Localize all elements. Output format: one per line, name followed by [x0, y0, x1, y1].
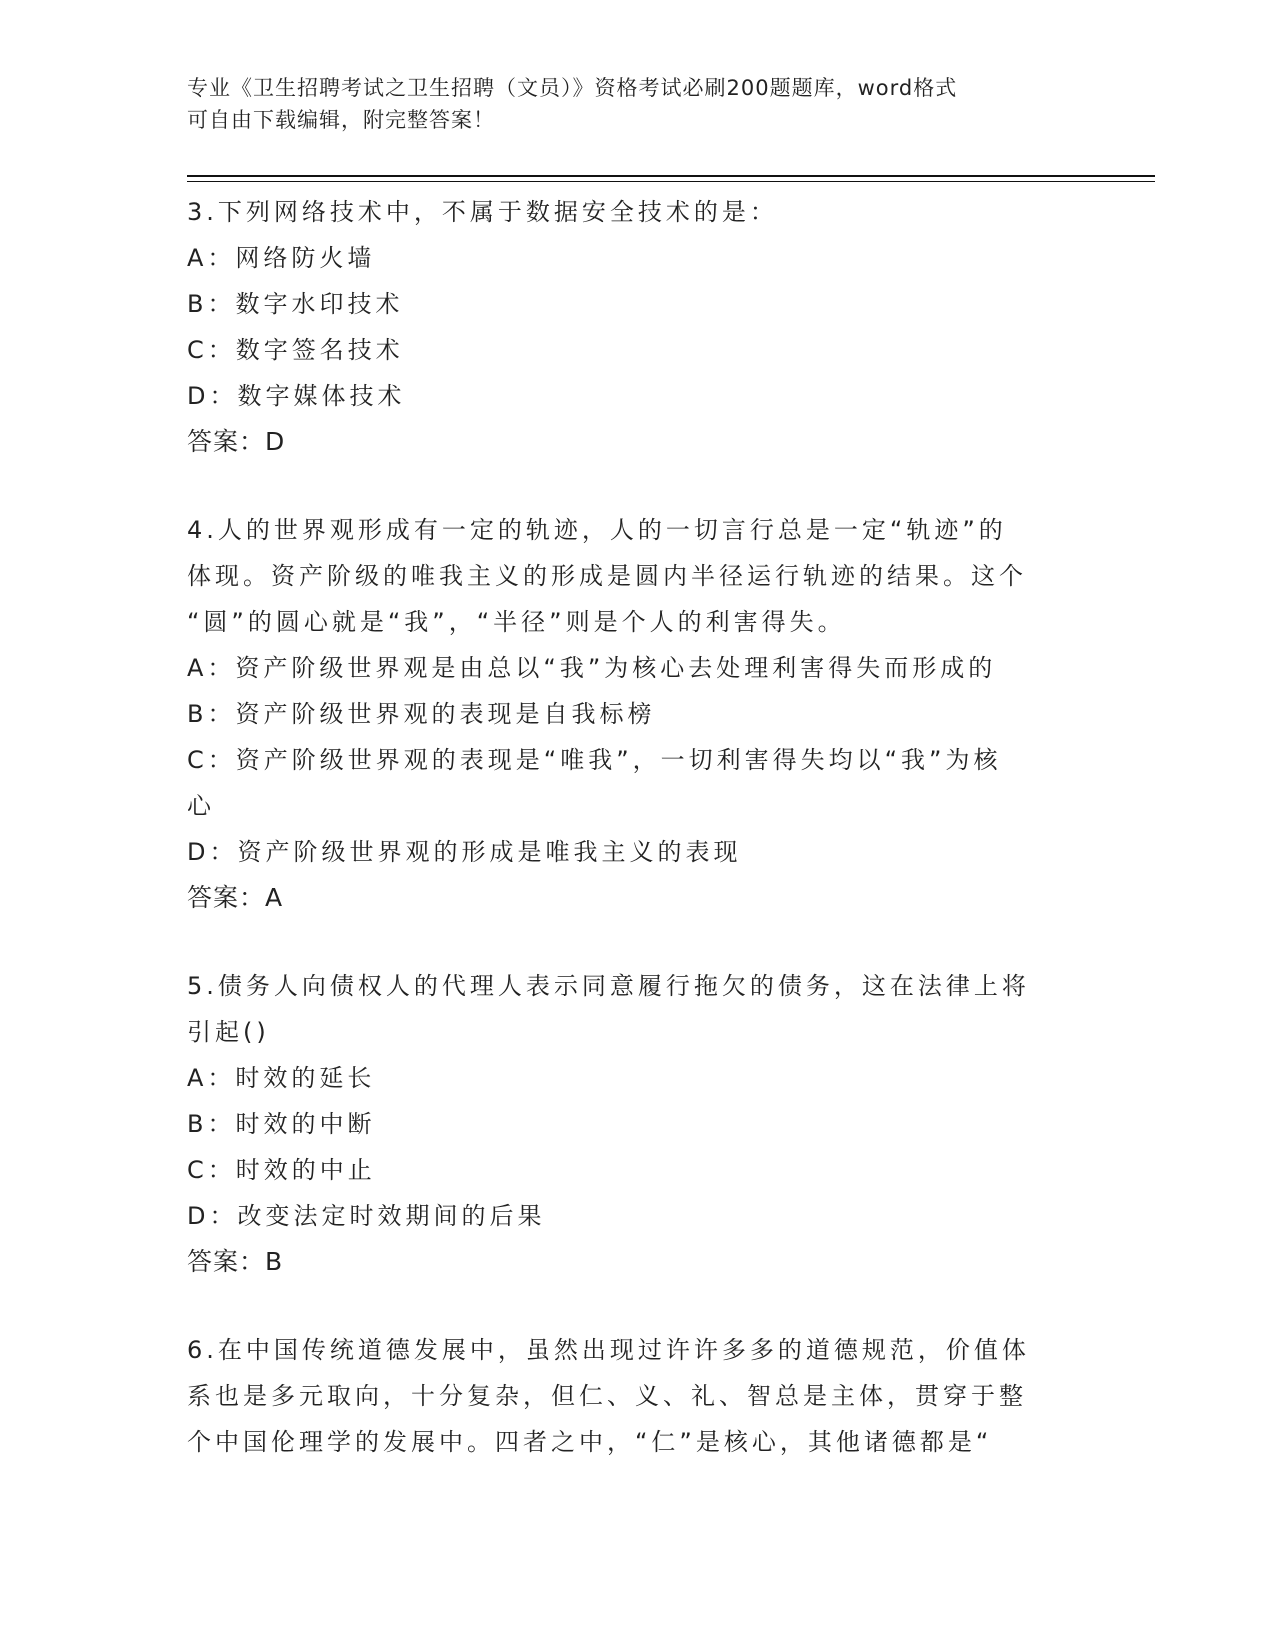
option-d: D：改变法定时效期间的后果 — [187, 1202, 546, 1230]
question-4 — [187, 507, 1087, 921]
question-stem: 系也是多元取向，十分复杂，但仁、义、礼、智总是主体，贯穿于整 — [187, 1382, 1027, 1410]
question-5 — [187, 963, 1087, 1285]
question-list — [187, 189, 1087, 1465]
question-stem: 6.在中国传统道德发展中，虽然出现过许许多多的道德规范，价值体 — [187, 1336, 1030, 1364]
header-divider-thick — [187, 175, 1155, 177]
option-c: C：时效的中止 — [187, 1156, 376, 1184]
answer-label: 答案：A — [187, 883, 284, 912]
document-header — [187, 72, 1067, 136]
option-b: B：时效的中断 — [187, 1110, 376, 1138]
question-stem: 个中国伦理学的发展中。四者之中，“仁”是核心，其他诸德都是“ — [187, 1428, 993, 1456]
question-stem: “圆”的圆心就是“我”，“半径”则是个人的利害得失。 — [187, 608, 846, 636]
option-a: A：网络防火墙 — [187, 244, 376, 272]
option-c: C：资产阶级世界观的表现是“唯我”，一切利害得失均以“我”为核 — [187, 746, 1002, 774]
question-stem: 3.下列网络技术中，不属于数据安全技术的是： — [187, 198, 778, 226]
option-d: D：数字媒体技术 — [187, 382, 406, 410]
header-divider-thin — [187, 181, 1155, 182]
option-b: B：数字水印技术 — [187, 290, 404, 318]
option-d: D：资产阶级世界观的形成是唯我主义的表现 — [187, 838, 742, 866]
answer-label: 答案：B — [187, 1247, 284, 1276]
answer-label: 答案：D — [187, 427, 286, 456]
question-stem: 体现。资产阶级的唯我主义的形成是圆内半径运行轨迹的结果。这个 — [187, 562, 1027, 590]
question-3 — [187, 189, 1087, 465]
question-stem: 引起() — [187, 1018, 270, 1046]
option-a: A：资产阶级世界观是由总以“我”为核心去处理利害得失而形成的 — [187, 654, 997, 682]
question-stem: 4.人的世界观形成有一定的轨迹，人的一切言行总是一定“轨迹”的 — [187, 516, 1007, 544]
header-line-1: 专业《卫生招聘考试之卫生招聘（文员）》资格考试必刷200题题库，word格式 — [187, 76, 958, 100]
option-c-continued: 心 — [187, 792, 215, 820]
question-stem: 5.债务人向债权人的代理人表示同意履行拖欠的债务，这在法律上将 — [187, 972, 1030, 1000]
option-c: C：数字签名技术 — [187, 336, 404, 364]
option-a: A：时效的延长 — [187, 1064, 376, 1092]
header-line-2: 可自由下载编辑，附完整答案！ — [187, 108, 495, 132]
option-b: B：资产阶级世界观的表现是自我标榜 — [187, 700, 656, 728]
question-6 — [187, 1327, 1087, 1465]
